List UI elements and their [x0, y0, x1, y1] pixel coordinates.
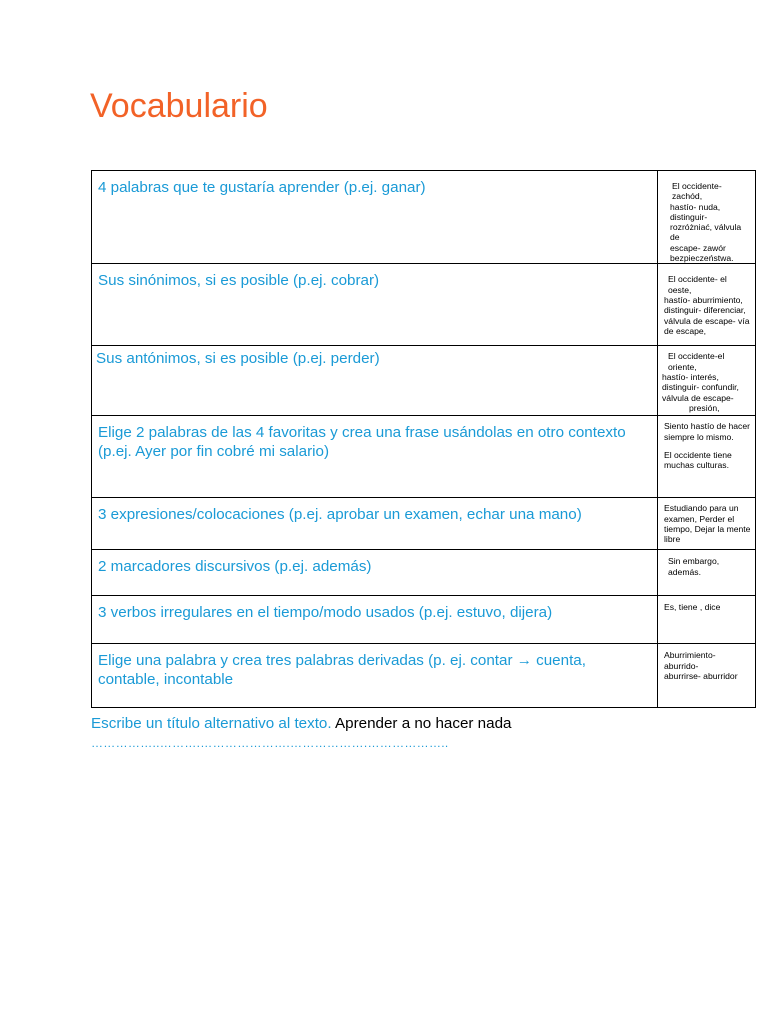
row-prompt: Elige una palabra y crea tres palabras derivadas (p. ej. contar → cuenta, contable, incontable: [92, 644, 658, 708]
answer-line: muchas culturas.: [664, 460, 729, 471]
row-answer[interactable]: [658, 416, 756, 498]
answer-line: Aburrimiento- aburrido-: [664, 650, 716, 671]
answer-line: examen, Perder el: [664, 513, 735, 524]
table-row: [92, 498, 756, 550]
row-answer[interactable]: [658, 550, 756, 596]
table-row: [92, 644, 756, 708]
row-prompt: 3 verbos irregulares en el tiempo/modo usados (p.ej. estuvo, dijera): [92, 596, 658, 644]
answer-line: El occidente-el oriente,: [668, 351, 725, 372]
row-prompt: Elige 2 palabras de las 4 favoritas y crea una frase usándolas en otro contexto (p.ej. Ayer por fin cobré mi salario): [92, 416, 658, 498]
table-row: [92, 596, 756, 644]
answer-line: distinguir- confundir,: [662, 382, 739, 393]
page-title: Vocabulario: [90, 87, 268, 125]
row-prompt: 3 expresiones/colocaciones (p.ej. aprobar un examen, echar una mano): [92, 498, 658, 550]
answer-line: hastío- nuda, distinguir-: [670, 201, 721, 222]
row-prompt: 2 marcadores discursivos (p.ej. además): [92, 550, 658, 596]
alternative-title-line: [91, 714, 511, 733]
row-prompt: Sus antónimos, si es posible (p.ej. perder): [92, 346, 658, 416]
answer-line: válvula de escape-: [662, 392, 734, 403]
table-row: [92, 171, 756, 264]
answer-line: válvula de escape- vía: [664, 315, 750, 326]
row-answer[interactable]: [658, 264, 756, 346]
answer-line: hastío- interés,: [662, 371, 719, 382]
alternative-title-prompt: Escribe un título alternativo al texto.: [91, 715, 332, 732]
answer-line: [664, 442, 751, 450]
answer-line: siempre lo mismo.: [664, 431, 734, 442]
alternative-title-answer[interactable]: Aprender a no hacer nada: [331, 715, 512, 732]
row-prompt: Sus sinónimos, si es posible (p.ej. cobrar): [92, 264, 658, 346]
answer-line: libre: [664, 534, 681, 545]
answer-line: hastío- aburrimiento,: [664, 294, 743, 305]
answer-line: distinguir- diferenciar,: [664, 305, 746, 316]
vocabulary-table: [91, 170, 756, 708]
answer-line: Sin embargo, además.: [668, 556, 720, 577]
answer-line: bezpieczeństwa.: [670, 253, 734, 264]
table-row: [92, 416, 756, 498]
row-answer[interactable]: [658, 346, 756, 416]
answer-line: Siento hastío de hacer: [664, 421, 750, 432]
answer-line: El occidente tiene: [664, 449, 732, 460]
answer-line: escape- zawór: [670, 242, 726, 253]
table-row: [92, 550, 756, 596]
row-prompt: 4 palabras que te gustaría aprender (p.ej. ganar): [92, 171, 658, 264]
answer-line: Estudiando para un: [664, 503, 739, 514]
answer-line: presión,: [689, 402, 720, 413]
table-row: [92, 264, 756, 346]
answer-line: tiempo, Dejar la mente: [664, 523, 751, 534]
answer-dotted-line: ……………..……….………………….……………….………………..: [91, 736, 449, 750]
answer-line: El occidente- zachód,: [672, 181, 722, 202]
row-answer[interactable]: [658, 498, 756, 550]
answer-line: rozróżniać, válvula de: [670, 222, 742, 243]
answer-line: Es, tiene , dice: [664, 602, 721, 613]
row-answer[interactable]: [658, 644, 756, 708]
row-answer[interactable]: [658, 596, 756, 644]
answer-line: El occidente- el oeste,: [668, 274, 727, 295]
row-answer[interactable]: [658, 171, 756, 264]
answer-line: de escape,: [664, 325, 707, 336]
table-row: [92, 346, 756, 416]
answer-line: aburrirse- aburridor: [664, 670, 738, 681]
